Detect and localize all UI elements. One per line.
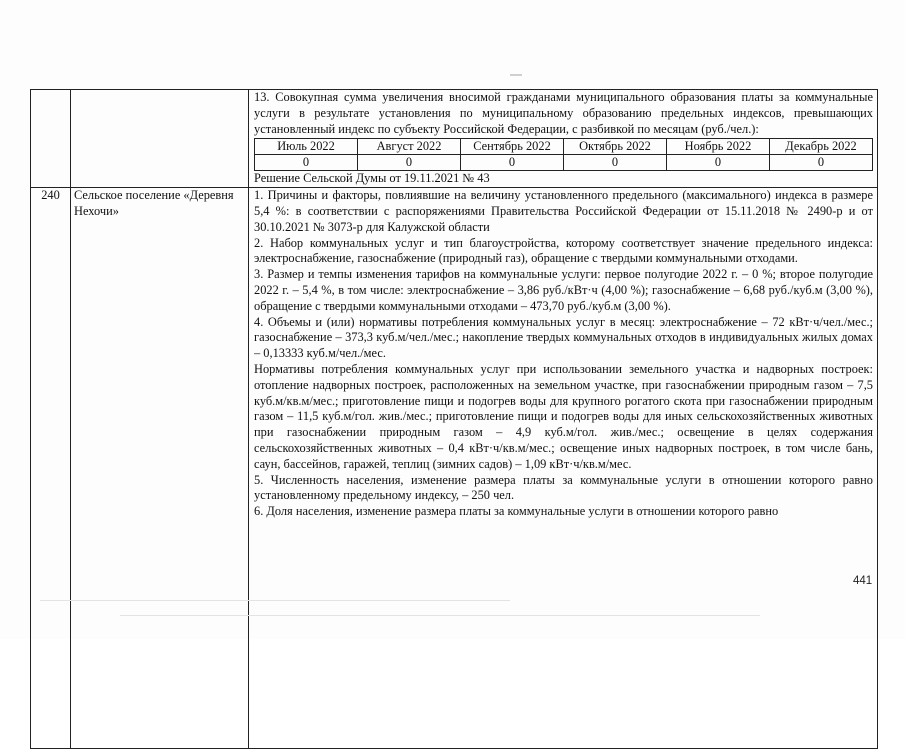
month-value: 0 [564,155,667,171]
month-value: 0 [358,155,461,171]
monthly-sum-table [254,138,873,171]
item-6-text: 6. Доля населения, изменение размера платы за коммунальные услуги в отношении которого равно [254,504,779,519]
scan-artifact [40,600,510,601]
item-2-text: 2. Набор коммунальных услуг и тип благоустройства, которому соответствует значение предельного индекса: электроснабжение, газоснабжение (природный газ), обращение с твердыми коммунальными отходами. [254,235,873,266]
month-header: Декабрь 2022 [770,139,873,155]
month-value: 0 [461,155,564,171]
scan-artifact [120,615,760,616]
item-13-text: 13. Совокупная сумма увеличения вносимой гражданами муниципального образования платы за коммунальные услуги в результате установления по муниципальному образованию предельных индексов, превышающих установленный индекс по субъекту Российской Федерации, с разбивкой по месяцам (руб./чел.): [254,90,873,136]
scan-artifact [510,74,522,76]
municipality-cell: Сельское поселение «Деревня Нехочи» [71,188,249,749]
values-row [255,155,873,171]
item-3-text: 3. Размер и темпы изменения тарифов на коммунальные услуги: первое полугодие 2022 г. – 0 %; второе полугодие 2022 г. – 5,4 %, в том числе: электроснабжение – 3,86 руб./кВт·ч (4,00 %); газоснабжение – 6,68 руб./куб.м (3,00 %), обращение с твердыми коммунальными отходами – 473,70 руб./куб.м (3,00 %). [254,267,873,313]
item-4-text: 4. Объемы и (или) нормативы потребления коммунальных услуг в месяц: электроснабжение – 72 кВт·ч/чел./мес.; газоснабжение – 373,3 куб.м/чел./мес.; накопление твердых коммунальных отходов в индивидуальных жилых домах – 0,13333 куб.м/чел./мес. [254,314,873,361]
month-header: Июль 2022 [255,139,358,155]
decision-text: Решение Сельской Думы от 19.11.2021 № 43 [254,171,490,186]
months-row [255,139,873,155]
details-cell [249,188,878,749]
tariff-table [30,89,878,749]
item-1-text: 1. Причины и факторы, повлиявшие на величину установленного предельного (максимального) индекса в размере 5,4 %: в соответствии с распоряжениями Правительства Российской Федерации от 15.11.2018 № 2490-р и от 30.10.2021 № 3073-р для Калужской области [254,188,873,234]
table-row [31,90,878,188]
month-header: Сентябрь 2022 [461,139,564,155]
month-value: 0 [667,155,770,171]
row-number-cell: 240 [31,188,71,749]
month-header: Октябрь 2022 [564,139,667,155]
page-number: 441 [853,575,873,587]
norms-text: Нормативы потребления коммунальных услуг при использовании земельного участка и надворных построек: отопление надворных построек, расположенных на земельном участке, при газоснабжении природным газом – 7,5 куб.м/кв.м/мес.; приготовление пищи и подогрев воды для крупного рогатого скота при газоснабжении природным газом – 11,5 куб.м/гол. жив./мес.; приготовление пищи и подогрев воды для иных сельскохозяйственных животных при газоснабжении природным газом – 4,9 куб.м/гол. жив./мес.; освещение в целях содержания сельскохозяйственных животных – 0,4 кВт·ч/кв.м/мес.; освещение иных надворных построек, в том числе бань, саун, бассейнов, гаражей, теплиц (зимних садов) – 1,09 кВт·ч/кв.м/мес. [254,361,873,471]
month-header: Ноябрь 2022 [667,139,770,155]
month-value: 0 [770,155,873,171]
row-number-cell [31,90,71,188]
month-header: Август 2022 [358,139,461,155]
table-row [31,188,878,749]
details-clip [254,188,873,548]
municipality-cell [71,90,249,188]
item-5-text: 5. Численность населения, изменение размера платы за коммунальные услуги в отношении которого равно установленному предельному индексу, – 250 чел. [254,472,873,503]
month-value: 0 [255,155,358,171]
details-cell [249,90,878,188]
